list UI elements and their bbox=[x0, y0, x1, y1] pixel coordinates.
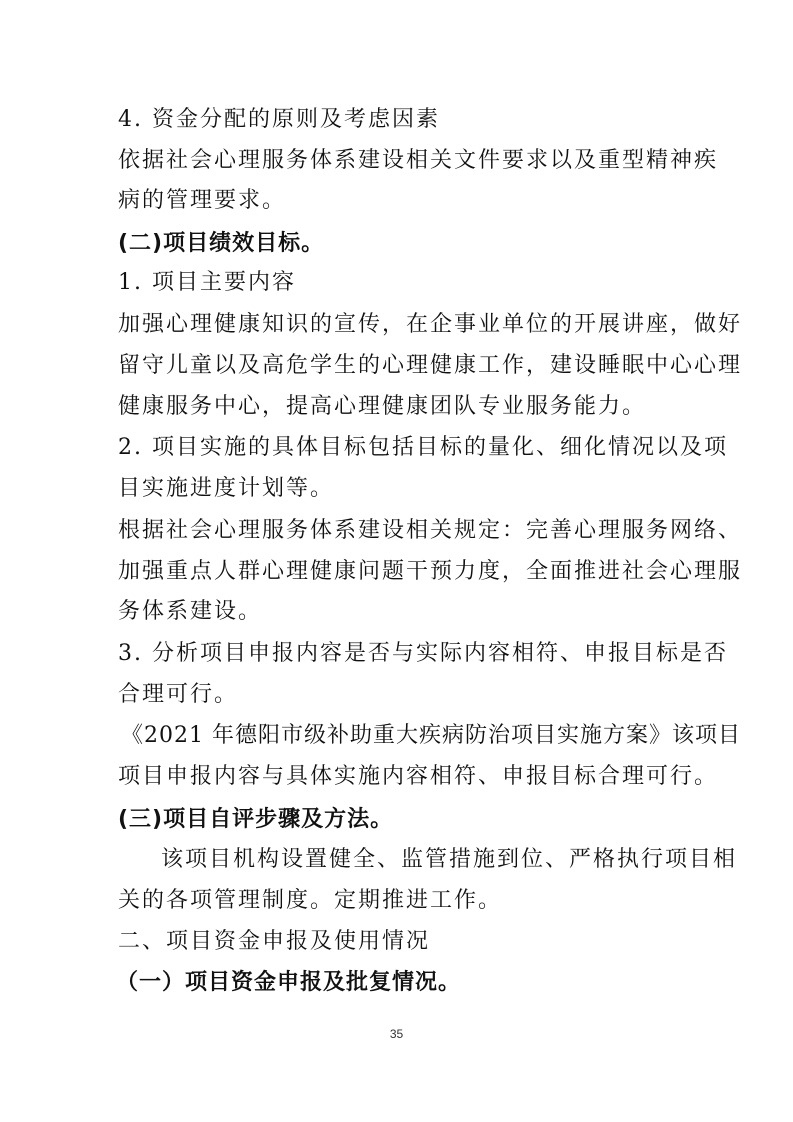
page-number: 35 bbox=[389, 1027, 404, 1041]
paragraph-line: 合理可行。 bbox=[118, 682, 239, 707]
subheading-analysis: 3. 分析项目申报内容是否与实际内容相符、申报目标是否 bbox=[118, 641, 728, 666]
paragraph-line: 健康服务中心，提高心理健康团队专业服务能力。 bbox=[118, 394, 647, 419]
paragraph-line: 病的管理要求。 bbox=[118, 188, 287, 213]
paragraph-line: 加强心理健康知识的宣传，在企事业单位的开展讲座，做好 bbox=[118, 312, 743, 337]
section-heading-self-evaluation: (三)项目自评步骤及方法。 bbox=[118, 807, 394, 832]
paragraph-line: 《2021 年德阳市级补助重大疾病防治项目实施方案》该项目 bbox=[121, 723, 741, 748]
chapter-heading-fund-usage: 二、项目资金申报及使用情况 bbox=[118, 929, 431, 954]
paragraph-line: 关的各项管理制度。定期推进工作。 bbox=[118, 888, 503, 913]
subheading-main-content: 1. 项目主要内容 bbox=[118, 270, 296, 295]
paragraph-line: 留守儿童以及高危学生的心理健康工作，建设睡眠中心心理 bbox=[118, 353, 743, 378]
paragraph-line: 目实施进度计划等。 bbox=[118, 476, 335, 501]
section-heading-fund-application: （一）项目资金申报及批复情况。 bbox=[116, 970, 462, 995]
section-heading-performance-goals: (二)项目绩效目标。 bbox=[118, 231, 325, 256]
paragraph-line: 根据社会心理服务体系建设相关规定：完善心理服务网络、 bbox=[118, 518, 743, 543]
paragraph-line: 该项目机构设置健全、监管措施到位、严格执行项目相 bbox=[161, 847, 738, 872]
paragraph-line: 项目申报内容与具体实施内容相符、申报目标合理可行。 bbox=[118, 764, 719, 789]
paragraph-line: 依据社会心理服务体系建设相关文件要求以及重型精神疾 bbox=[118, 148, 719, 173]
paragraph-line: 务体系建设。 bbox=[118, 599, 263, 624]
subheading-specific-targets: 2. 项目实施的具体目标包括目标的量化、细化情况以及项 bbox=[118, 435, 728, 460]
paragraph-line: 加强重点人群心理健康问题干预力度，全面推进社会心理服 bbox=[118, 559, 743, 584]
subheading-fund-allocation: 4. 资金分配的原则及考虑因素 bbox=[118, 107, 440, 132]
